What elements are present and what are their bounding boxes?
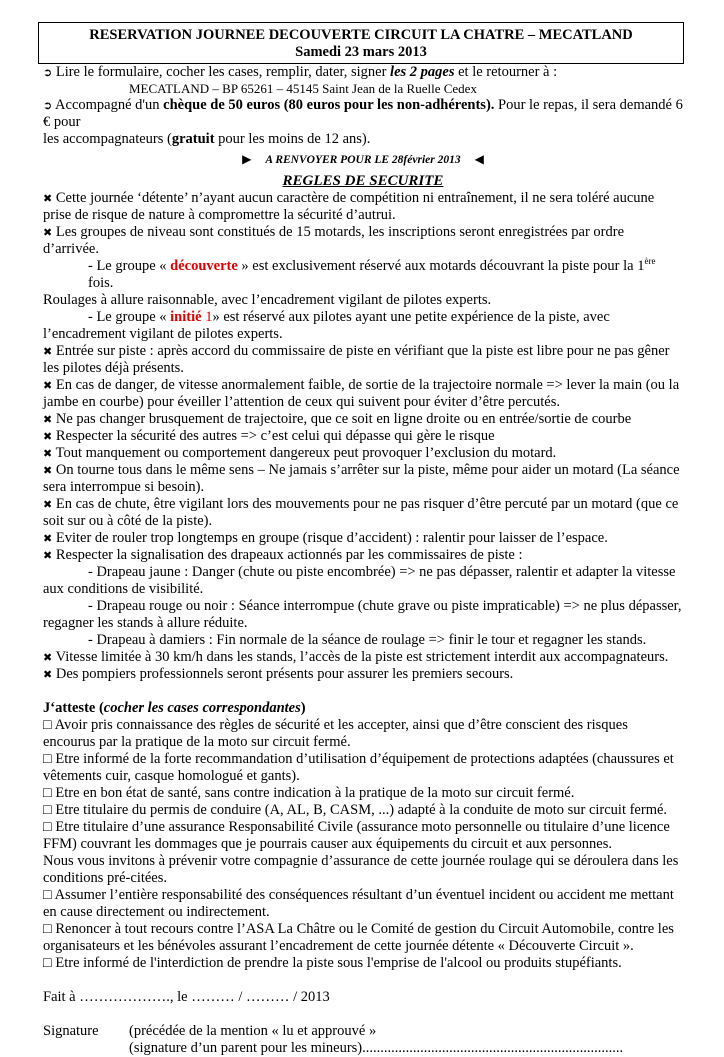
rule-item: ✖ En cas de danger, de vitesse anormalement faible, de sortie de la trajectoire normale => lever la main (ou la: [43, 377, 680, 393]
attest-list: □ Avoir pris connaissance des règles de sécurité et les accepter, ainsi que d’être conscient des risques encourus par la pratique de la moto sur circuit fermé. □ Etre informé de la forte recommandation d’utilisation d’équipement de protections adaptées (chaussures et vêtements cuir, casque homologué et gants). □ Etre en bon état de santé, sans contre indication à la pratique de la moto sur circuit fermé. □ Etre titulaire du permis de conduire (A, AL, B, CASM, ...) adapté à la conduite de moto sur circuit fermé. □ Etre titulaire d’une assurance Responsabilité Civile (assurance moto personnelle ou titulaire d’une licence FFM) couvrant les dommages que je pourrais causer aux équipements du circuit et aux personnes. Nous vous invitons à prévenir votre compagnie d’assurance de cette journée roulage qui se déroulera dans les conditions pré-citées. □ Assumer l’entière responsabilité des conséquences résultant d’un éventuel incident ou accident me mettant en cause directement ou indirectement. □ Renoncer à tout recours contre l’ASA La Châtre ou le Comité de gestion du Circuit Automobile, contre les organisateurs et les bénévoles assurant l’encadrement de cette journée détente « Découverte Circuit ». □ Etre informé de l'interdiction de prendre la piste sous l'emprise de l'alcool ou produits stupéfiants.: [43, 717, 683, 972]
rule-item: ✖ On tourne tous dans le même sens – Ne jamais s’arrêter sur la piste, même pour aider un motard (La séance: [43, 462, 680, 478]
attest-checkbox-item[interactable]: □ Renoncer à tout recours contre l’ASA La Châtre ou le Comité de gestion du Circuit Automobile, contre les: [43, 921, 674, 937]
rule-item: ✖ Eviter de rouler trop longtemps en groupe (risque d’accident) : ralentir pour laisser de l’espace.: [43, 530, 608, 546]
signature-block: [43, 1023, 683, 1057]
cross-bullet-icon: ✖: [43, 430, 53, 443]
intro-line-2: ➲ Accompagné d'un chèque de 50 euros (80 euros pour les non-adhérents). Pour le repas, il sera demandé 6 € pour: [43, 97, 683, 130]
rules-list: ✖ Cette journée ‘détente’ n’ayant aucun caractère de compétition ni entraînement, il ne sera toléré aucune prise de risque de nature à compromettre la sécurité d’autrui. ✖ Les groupes de niveau sont constitués de 15 motards, les inscriptions seront enregistrées par ordre d’arrivée. - Le groupe « découverte » est exclusivement réservé aux motards découvrant la piste pour la 1ère fois. Roulages à allure raisonnable, avec l’encadrement vigilant de pilotes experts. - Le groupe « initié 1» est réservé aux pilotes ayant une petite expérience de la piste, avec l’encadrement vigilant de pilotes experts. ✖ Entrée sur piste : après accord du commissaire de piste en vérifiant que la piste est libre pour ne pas gêner les pilotes déjà présents. ✖ En cas de danger, de vitesse anormalement faible, de sortie de la trajectoire normale => lever la main (ou la jambe en courbe) pour éveiller l’attention de ceux qui suivent pour éviter d’être percutés. ✖ Ne pas changer brusquement de trajectoire, que ce soit en ligne droite ou en entrée/sortie de courbe ✖ Respecter la sécurité des autres => c’est celui qui dépasse qui gère le risque ✖ Tout manquement ou comportement dangereux peut provoquer l’exclusion du motard. ✖ On tourne tous dans le même sens – Ne jamais s’arrêter sur la piste, même pour aider un motard (La séance sera interrompue si besoin). ✖ En cas de chute, être vigilant lors des mouvements pour ne pas risquer d’être percuté par un motard (que ce soit sur ou à côté de la piste). ✖ Eviter de rouler trop longtemps en groupe (risque d’accident) : ralentir pour laisser de l’espace. ✖ Respecter la signalisation des drapeaux actionnés par les commissaires de piste : - Drapeau jaune : Danger (chute ou piste encombrée) => ne pas dépasser, ralentir et adapter la vitesse aux conditions de visibilité. - Drapeau rouge ou noir : Séance interrompue (chute grave ou piste impraticable) => ne plus dépasser, regagner les stands à allure réduite. - Drapeau à damiers : Fin normale de la séance de roulage => finir le tour et regagner les stands. ✖ Vitesse limitée à 30 km/h dans les stands, l’accès de la piste est strictement interdit aux accompagnateurs. ✖ Des pompiers professionnels seront présents pour assurer les premiers secours.: [43, 190, 682, 682]
attest-checkbox-item[interactable]: □ Etre titulaire du permis de conduire (A, AL, B, CASM, ...) adapté à la conduite de moto sur circuit fermé.: [43, 802, 668, 818]
cross-bullet-icon: ✖: [43, 532, 53, 545]
rule-item: ✖ Ne pas changer brusquement de trajectoire, que ce soit en ligne droite ou en entrée/sortie de courbe: [43, 411, 632, 427]
attest-checkbox-item[interactable]: □ Etre en bon état de santé, sans contre indication à la pratique de la moto sur circuit fermé.: [43, 785, 575, 801]
document-header: [38, 22, 684, 64]
attest-checkbox-item[interactable]: □ Assumer l’entière responsabilité des conséquences résultant d’un éventuel incident ou accident me mettant: [43, 887, 674, 903]
cross-bullet-icon: ✖: [43, 379, 53, 392]
signature-field[interactable]: (signature d’un parent pour les mineurs)........................................................................: [129, 1040, 624, 1056]
cross-bullet-icon: ✖: [43, 447, 53, 460]
document-page: [43, 22, 683, 1057]
intro-line-3: les accompagnateurs (gratuit pour les moins de 12 ans).: [43, 131, 371, 147]
rule-item: ✖ Tout manquement ou comportement dangereux peut provoquer l’exclusion du motard.: [43, 445, 557, 461]
attest-checkbox-item[interactable]: □ Etre informé de la forte recommandation d’utilisation d’équipement de protections adaptées (chaussures et: [43, 751, 674, 767]
right-arrow-icon: ➲: [43, 99, 53, 112]
rule-item: ✖ Cette journée ‘détente’ n’ayant aucun caractère de compétition ni entraînement, il ne sera toléré aucune: [43, 190, 655, 206]
cross-bullet-icon: ✖: [43, 651, 53, 664]
signature-mention: (précédée de la mention « lu et approuvé »: [129, 1023, 377, 1039]
document-title: RESERVATION JOURNEE DECOUVERTE CIRCUIT LA CHATRE – MECATLAND: [89, 27, 633, 43]
cross-bullet-icon: ✖: [43, 668, 53, 681]
rule-item: ✖ Entrée sur piste : après accord du commissaire de piste en vérifiant que la piste est libre pour ne pas gêner: [43, 343, 670, 359]
deadline-notice: ▶ A RENVOYER POUR LE 28février 2013 ◀: [242, 152, 484, 166]
group-initie: - Le groupe « initié 1» est réservé aux pilotes ayant une petite expérience de la piste, avec: [88, 309, 610, 325]
cross-bullet-icon: ✖: [43, 498, 53, 511]
attest-checkbox-item[interactable]: □ Etre titulaire d’une assurance Responsabilité Civile (assurance moto personnelle ou titulaire d’une licence: [43, 819, 670, 835]
group-decouverte: - Le groupe « découverte » est exclusivement réservé aux motards découvrant la piste pour la 1ère fois.: [88, 256, 656, 291]
return-address: MECATLAND – BP 65261 – 45145 Saint Jean de la Ruelle Cedex: [129, 81, 477, 96]
cross-bullet-icon: ✖: [43, 192, 53, 205]
rule-item: ✖ En cas de chute, être vigilant lors des mouvements pour ne pas risquer d’être percuté par un motard (que ce: [43, 496, 679, 512]
rule-item: ✖ Les groupes de niveau sont constitués de 15 motards, les inscriptions seront enregistrées par ordre d’arrivée.: [43, 224, 625, 257]
attest-checkbox-item[interactable]: □ Avoir pris connaissance des règles de sécurité et les accepter, ainsi que d’être conscient des risques: [43, 717, 628, 733]
right-arrow-icon: ➲: [43, 66, 53, 79]
rule-item: ✖ Vitesse limitée à 30 km/h dans les stands, l’accès de la piste est strictement interdit aux accompagnateurs.: [43, 649, 669, 665]
cross-bullet-icon: ✖: [43, 345, 53, 358]
rule-item: ✖ Des pompiers professionnels seront présents pour assurer les premiers secours.: [43, 666, 514, 682]
rules-title: REGLES DE SECURITE: [282, 173, 444, 189]
cross-bullet-icon: ✖: [43, 464, 53, 477]
rule-item: ✖ Respecter la signalisation des drapeaux actionnés par les commissaires de piste :: [43, 547, 523, 563]
cross-bullet-icon: ✖: [43, 413, 53, 426]
attest-title: J‘atteste (cocher les cases correspondantes): [43, 700, 306, 716]
document-date: Samedi 23 mars 2013: [295, 44, 427, 60]
attest-checkbox-item[interactable]: □ Etre informé de l'interdiction de prendre la piste sous l'emprise de l'alcool ou produits stupéfiants.: [43, 955, 622, 971]
rule-item: ✖ Respecter la sécurité des autres => c’est celui qui dépasse qui gère le risque: [43, 428, 495, 444]
flag-red-black: - Drapeau rouge ou noir : Séance interrompue (chute grave ou piste impraticable) => ne plus dépasser,: [88, 598, 682, 614]
triangle-left-icon: ◀: [474, 152, 484, 166]
flag-checkered: - Drapeau à damiers : Fin normale de la séance de roulage => finir le tour et regagner les stands.: [88, 632, 647, 648]
cross-bullet-icon: ✖: [43, 226, 53, 239]
flag-yellow: - Drapeau jaune : Danger (chute ou piste encombrée) => ne pas dépasser, ralentir et adapter la vitesse: [88, 564, 676, 580]
place-date-field[interactable]: Fait à ………………., le ……… / ……… / 2013: [43, 989, 330, 1005]
signature-label: Signature: [43, 1023, 99, 1039]
cross-bullet-icon: ✖: [43, 549, 53, 562]
triangle-right-icon: ▶: [242, 152, 252, 166]
intro-line-1: ➲ Lire le formulaire, cocher les cases, remplir, dater, signer les 2 pages et le retourner à :: [43, 64, 558, 80]
